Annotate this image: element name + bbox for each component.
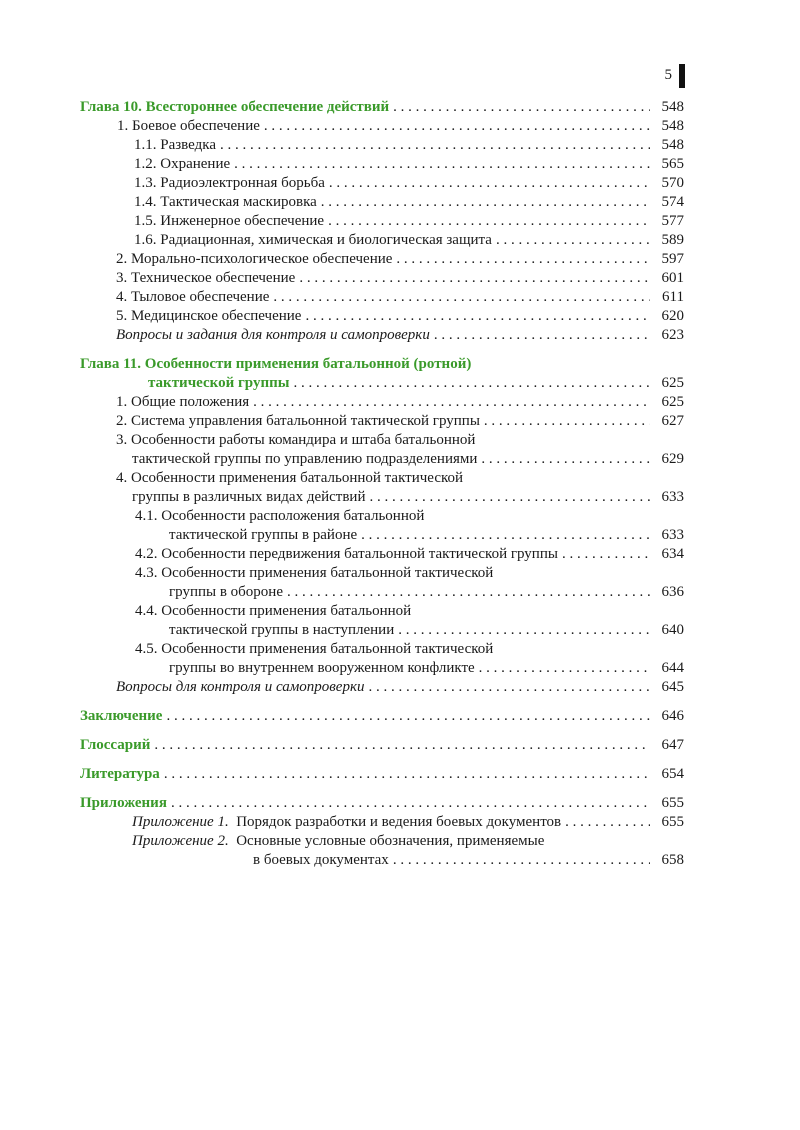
toc-appendix-1[interactable] bbox=[80, 813, 684, 832]
toc-entry-page: 601 bbox=[661, 270, 684, 286]
toc-questions[interactable] bbox=[80, 326, 684, 345]
dot-leader bbox=[565, 813, 650, 832]
toc-entry-title: Глава 11. Особенности применения батальонной (ротной) bbox=[80, 356, 472, 372]
toc-entry[interactable] bbox=[80, 469, 684, 507]
toc-entry-title: 4.3. Особенности применения батальонной тактической bbox=[135, 565, 494, 581]
toc-entry-page: 655 bbox=[661, 795, 684, 811]
toc-entry-title-continued: группы в обороне bbox=[169, 584, 283, 600]
toc-entry[interactable] bbox=[80, 564, 684, 602]
toc-entry-title: 1.1. Разведка bbox=[134, 137, 216, 153]
toc-entry[interactable] bbox=[80, 431, 684, 469]
dot-leader bbox=[253, 393, 650, 412]
toc-entry-title: 4. Тыловое обеспечение bbox=[116, 289, 270, 305]
toc-entry-page: 548 bbox=[661, 118, 684, 134]
dot-leader bbox=[396, 250, 650, 269]
toc-chapter-10[interactable] bbox=[80, 98, 684, 117]
dot-leader bbox=[287, 583, 650, 602]
toc-entry-title: 1.5. Инженерное обеспечение bbox=[134, 213, 325, 229]
toc-entry-page: 646 bbox=[661, 708, 684, 724]
toc-entry[interactable] bbox=[80, 269, 684, 288]
toc-entry[interactable] bbox=[80, 288, 684, 307]
toc-entry-title: 5. Медицинское обеспечение bbox=[116, 308, 302, 324]
toc-entry-title: 1. Боевое обеспечение bbox=[117, 118, 260, 134]
dot-leader bbox=[171, 794, 650, 813]
dot-leader bbox=[479, 659, 650, 678]
toc-entry-title: 1.4. Тактическая маскировка bbox=[134, 194, 317, 210]
toc-entry-page: 636 bbox=[661, 584, 684, 600]
toc-literature[interactable] bbox=[80, 765, 684, 784]
toc-entry-title: 4.4. Особенности применения батальонной bbox=[135, 603, 412, 619]
dot-leader bbox=[220, 136, 650, 155]
toc-entry[interactable] bbox=[80, 155, 684, 174]
toc-appendices[interactable] bbox=[80, 794, 684, 813]
toc-entry-page: 625 bbox=[661, 375, 684, 391]
toc-entry-title: 4.1. Особенности расположения батальонной bbox=[135, 508, 425, 524]
toc-entry[interactable] bbox=[80, 307, 684, 326]
toc-entry-title: Порядок разработки и ведения боевых документов bbox=[236, 814, 562, 830]
toc-entry-title-continued: группы в различных видах действий bbox=[132, 489, 366, 505]
dot-leader bbox=[166, 707, 650, 726]
toc-conclusion[interactable] bbox=[80, 707, 684, 726]
toc-entry-page: 574 bbox=[661, 194, 684, 210]
dot-leader bbox=[164, 765, 650, 784]
toc-entry[interactable] bbox=[80, 212, 684, 231]
toc-appendix-2[interactable] bbox=[80, 832, 684, 870]
appendix-label: Приложение 2. bbox=[132, 833, 229, 849]
toc-entry-title: 1.2. Охранение bbox=[134, 156, 231, 172]
toc-entry-page: 634 bbox=[661, 546, 684, 562]
toc-entry[interactable] bbox=[80, 640, 684, 678]
dot-leader bbox=[328, 212, 650, 231]
toc-questions[interactable] bbox=[80, 678, 684, 697]
toc-entry-page: 565 bbox=[661, 156, 684, 172]
dot-leader bbox=[393, 851, 650, 870]
toc-entry-page: 654 bbox=[661, 766, 684, 782]
toc-entry[interactable] bbox=[80, 412, 684, 431]
toc-entry[interactable] bbox=[80, 545, 684, 564]
toc-entry-title: Заключение bbox=[80, 708, 163, 724]
toc-entry-page: 629 bbox=[661, 451, 684, 467]
dot-leader bbox=[305, 307, 650, 326]
toc-entry-page: 627 bbox=[661, 413, 684, 429]
toc-entry-page: 623 bbox=[661, 327, 684, 343]
dot-leader bbox=[264, 117, 650, 136]
toc-entry-page: 645 bbox=[661, 679, 684, 695]
toc-entry-title: Литература bbox=[80, 766, 160, 782]
toc-entry-title: 1. Общие положения bbox=[116, 394, 250, 410]
dot-leader bbox=[299, 269, 650, 288]
toc-entry[interactable] bbox=[80, 602, 684, 640]
toc-entry-title: 3. Техническое обеспечение bbox=[116, 270, 296, 286]
toc-chapter-11[interactable] bbox=[80, 355, 684, 393]
toc-entry[interactable] bbox=[80, 193, 684, 212]
toc-entry-page: 658 bbox=[661, 852, 684, 868]
toc-entry[interactable] bbox=[80, 250, 684, 269]
toc-entry-title: Глава 10. Всестороннее обеспечение действий bbox=[80, 99, 390, 115]
toc-entry-title: 4.5. Особенности применения батальонной тактической bbox=[135, 641, 494, 657]
toc-entry-title: 4. Особенности применения батальонной тактической bbox=[116, 470, 464, 486]
toc-entry-title-continued: тактической группы bbox=[148, 375, 290, 391]
appendix-label: Приложение 1. bbox=[132, 814, 229, 830]
toc-entry-title: 1.3. Радиоэлектронная борьба bbox=[134, 175, 325, 191]
toc-entry-title-continued: тактической группы в наступлении bbox=[169, 622, 395, 638]
toc-entry-title: 4.2. Особенности передвижения батальонной тактической группы bbox=[135, 546, 558, 562]
dot-leader bbox=[434, 326, 650, 345]
toc-entry-page: 640 bbox=[661, 622, 684, 638]
toc-entry-title: Вопросы для контроля и самопроверки bbox=[116, 679, 365, 695]
toc-entry-page: 620 bbox=[661, 308, 684, 324]
dot-leader bbox=[293, 374, 650, 393]
toc-entry-page: 633 bbox=[661, 489, 684, 505]
dot-leader bbox=[484, 412, 650, 431]
toc-entry-title: Основные условные обозначения, применяемые bbox=[236, 833, 545, 849]
toc-entry[interactable] bbox=[80, 117, 684, 136]
toc-entry-title-continued: группы во внутреннем вооруженном конфликте bbox=[169, 660, 475, 676]
toc-entry-title: Глоссарий bbox=[80, 737, 151, 753]
toc-entry-title-continued: тактической группы в районе bbox=[169, 527, 358, 543]
toc-entry-page: 589 bbox=[661, 232, 684, 248]
dot-leader bbox=[481, 450, 650, 469]
dot-leader bbox=[496, 231, 650, 250]
toc-entry[interactable] bbox=[80, 136, 684, 155]
dot-leader bbox=[234, 155, 650, 174]
toc-entry-title: 1.6. Радиационная, химическая и биологическая защита bbox=[134, 232, 492, 248]
toc-entry-page: 644 bbox=[661, 660, 684, 676]
dot-leader bbox=[398, 621, 650, 640]
toc-entry-page: 577 bbox=[661, 213, 684, 229]
dot-leader bbox=[368, 678, 650, 697]
table-of-contents bbox=[80, 98, 684, 870]
dot-leader bbox=[329, 174, 650, 193]
toc-entry-title-continued: в боевых документах bbox=[253, 852, 389, 868]
dot-leader bbox=[154, 736, 650, 755]
toc-entry-page: 570 bbox=[661, 175, 684, 191]
toc-glossary[interactable] bbox=[80, 736, 684, 755]
toc-entry-title: 3. Особенности работы командира и штаба батальонной bbox=[116, 432, 476, 448]
toc-entry-title: 2. Система управления батальонной тактической группы bbox=[116, 413, 480, 429]
toc-entry[interactable] bbox=[80, 174, 684, 193]
toc-entry-page: 655 bbox=[661, 814, 684, 830]
toc-entry-title: 2. Морально-психологическое обеспечение bbox=[116, 251, 393, 267]
toc-entry-page: 548 bbox=[661, 99, 684, 115]
toc-entry-page: 597 bbox=[661, 251, 684, 267]
toc-entry-page: 625 bbox=[661, 394, 684, 410]
toc-entry[interactable] bbox=[80, 393, 684, 412]
toc-entry-title: Вопросы и задания для контроля и самопроверки bbox=[116, 327, 430, 343]
dot-leader bbox=[562, 545, 650, 564]
toc-entry-page: 633 bbox=[661, 527, 684, 543]
toc-entry-page: 647 bbox=[661, 737, 684, 753]
dot-leader bbox=[393, 98, 650, 117]
dot-leader bbox=[361, 526, 650, 545]
dot-leader bbox=[369, 488, 650, 507]
toc-entry-title-continued: тактической группы по управлению подразделениями bbox=[132, 451, 478, 467]
dot-leader bbox=[321, 193, 650, 212]
toc-entry[interactable] bbox=[80, 231, 684, 250]
toc-entry-page: 548 bbox=[661, 137, 684, 153]
page-marker-bar bbox=[679, 64, 685, 88]
page-number: 5 bbox=[664, 67, 672, 83]
toc-entry[interactable] bbox=[80, 507, 684, 545]
toc-entry-title: Приложения bbox=[80, 795, 167, 811]
toc-entry-page: 611 bbox=[662, 289, 684, 305]
dot-leader bbox=[273, 288, 650, 307]
